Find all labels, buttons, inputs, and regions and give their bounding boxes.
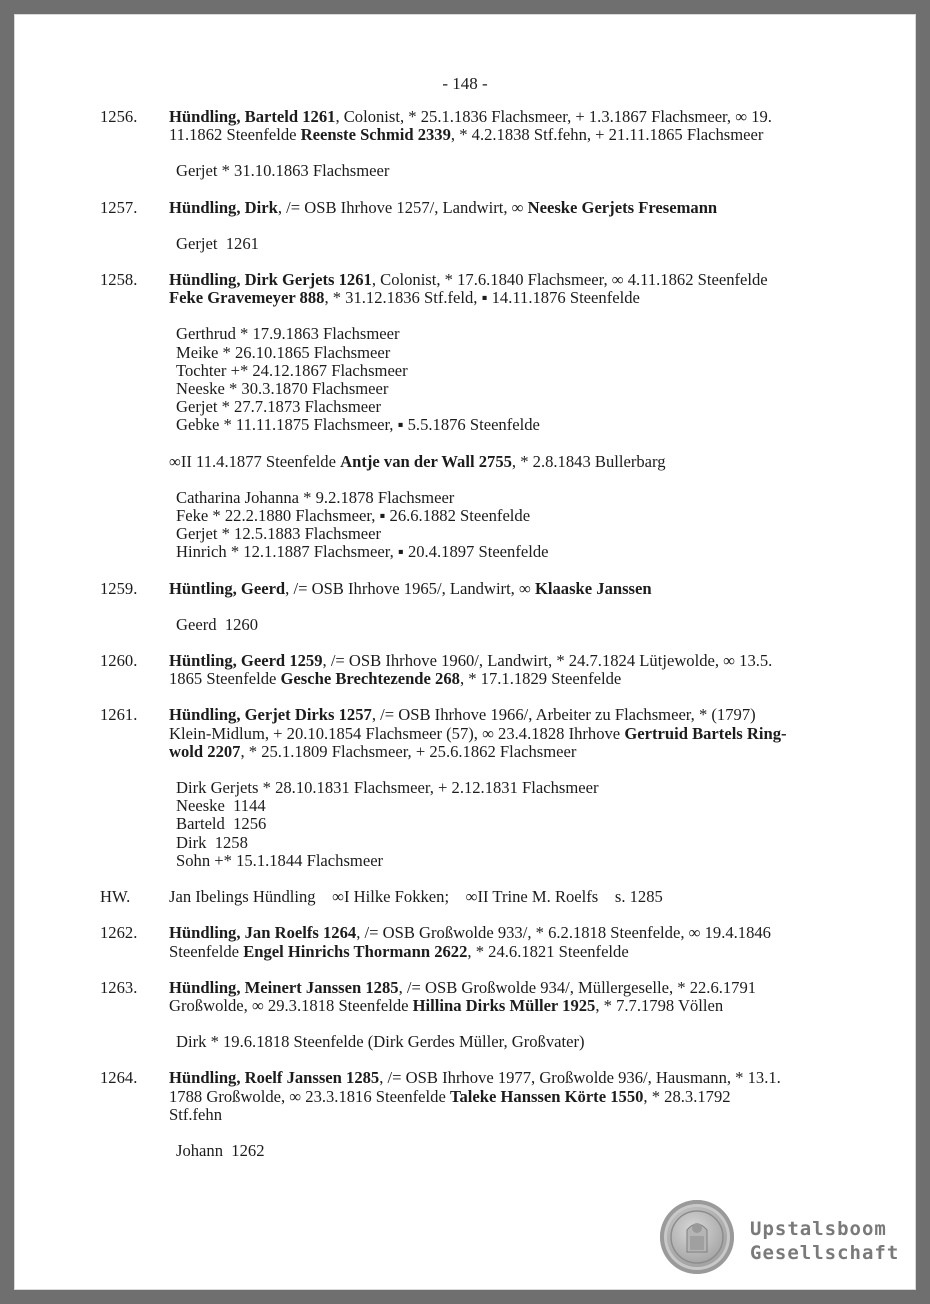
- child-line: Neeske * 30.3.1870 Flachsmeer: [176, 379, 389, 399]
- child-line: Gebke * 11.11.1875 Flachsmeer, ▪ 5.5.1876 Steenfelde: [176, 415, 540, 435]
- entry-1261: [100, 706, 860, 761]
- child-line: Tochter +* 24.12.1867 Flachsmeer: [176, 360, 408, 380]
- entry-1260: [100, 652, 860, 688]
- child-line: Gerjet * 31.10.1863 Flachsmeer: [176, 161, 390, 181]
- child-line: Meike * 26.10.1865 Flachsmeer: [176, 342, 391, 362]
- child-line: Geerd 1260: [176, 614, 259, 634]
- entry-text-line: Großwolde, ∞ 29.3.1818 Steenfelde Hillina Dirks Müller 1925, * 7.7.1798 Völlen: [169, 995, 724, 1015]
- child-line: Dirk * 19.6.1818 Steenfelde (Dirk Gerdes Müller, Großvater): [176, 1032, 585, 1052]
- entry-text-line: Hüntling, Geerd 1259, /= OSB Ihrhove 1960/, Landwirt, * 24.7.1824 Lütjewolde, ∞ 13.5.: [169, 651, 773, 671]
- entry-text-line: Hündling, Barteld 1261, Colonist, * 25.1.1836 Flachsmeer, + 1.3.1867 Flachsmeer, ∞ 19.: [169, 107, 772, 126]
- entry-text-line: Stf.fehn: [169, 1104, 222, 1124]
- seal-icon: [660, 1200, 734, 1274]
- children-1257: [100, 235, 860, 253]
- entry-text-line: Hündling, Meinert Janssen 1285, /= OSB Großwolde 934/, Müllergeselle, * 22.6.1791: [169, 977, 757, 997]
- entry-number: 1257.: [100, 197, 138, 217]
- entry-number: 1262.: [100, 923, 138, 943]
- child-line: Sohn +* 15.1.1844 Flachsmeer: [176, 850, 384, 870]
- child-line: Johann 1262: [176, 1140, 265, 1160]
- entry-number: 1264.: [100, 1068, 138, 1088]
- entry-number: 1258.: [100, 270, 138, 290]
- logo-line-1: Upstalsboom: [750, 1218, 887, 1240]
- child-line: Gerjet * 12.5.1883 Flachsmeer: [176, 524, 382, 544]
- child-line: Dirk Gerjets * 28.10.1831 Flachsmeer, + 2.12.1831 Flachsmeer: [176, 778, 599, 798]
- entry-number: HW.: [100, 887, 131, 907]
- entry-1256: [100, 108, 860, 144]
- entry-text-line: 1788 Großwolde, ∞ 23.3.1816 Steenfelde Taleke Hanssen Körte 1550, * 28.3.1792: [169, 1086, 731, 1106]
- child-line: Hinrich * 12.1.1887 Flachsmeer, ▪ 20.4.1897 Steenfelde: [176, 542, 549, 562]
- children-1256: [100, 162, 860, 180]
- child-line: Barteld 1256: [176, 814, 267, 834]
- children-1261: [100, 779, 860, 870]
- entry-number: 1263.: [100, 977, 138, 997]
- entry-text-line: Hündling, Gerjet Dirks 1257, /= OSB Ihrhove 1966/, Arbeiter zu Flachsmeer, * (1797): [169, 705, 756, 725]
- entry-1263: [100, 979, 860, 1015]
- child-line: Neeske 1144: [176, 796, 266, 816]
- page-number: - 148 -: [442, 74, 488, 93]
- logo-line-2: Gesellschaft: [750, 1242, 900, 1264]
- document-page: [14, 14, 916, 1290]
- entry-number: 1261.: [100, 705, 138, 725]
- entry-text-line: Jan Ibelings Hündling ∞I Hilke Fokken; ∞II Trine M. Roelfs s. 1285: [169, 887, 663, 907]
- entry-1257: [100, 199, 860, 217]
- second-marriage-1258: ∞II 11.4.1877 Steenfelde Antje van der Wall 2755, * 2.8.1843 Bullerbarg: [169, 451, 666, 471]
- child-line: Feke * 22.2.1880 Flachsmeer, ▪ 26.6.1882 Steenfelde: [176, 506, 531, 526]
- children-1264: [100, 1142, 860, 1160]
- entry-text-line: Hüntling, Geerd, /= OSB Ihrhove 1965/, Landwirt, ∞ Klaaske Janssen: [169, 578, 652, 598]
- child-line: Dirk 1258: [176, 832, 248, 852]
- entry-text-line: Hündling, Jan Roelfs 1264, /= OSB Großwolde 933/, * 6.2.1818 Steenfelde, ∞ 19.4.1846: [169, 923, 771, 943]
- entry-1258: [100, 271, 860, 307]
- child-line: Gerthrud * 17.9.1863 Flachsmeer: [176, 324, 400, 344]
- entry-1259: [100, 580, 860, 598]
- child-line: Catharina Johanna * 9.2.1878 Flachsmeer: [176, 487, 455, 507]
- entry-1262: [100, 924, 860, 960]
- entry-text-line: Steenfelde Engel Hinrichs Thormann 2622, * 24.6.1821 Steenfelde: [169, 941, 629, 961]
- entry-text-line: Hündling, Dirk Gerjets 1261, Colonist, * 17.6.1840 Flachsmeer, ∞ 4.11.1862 Steenfelde: [169, 270, 768, 290]
- entry-hw: [100, 888, 860, 906]
- entry-number: 1256.: [100, 107, 138, 126]
- entry-text-line: 11.1862 Steenfelde Reenste Schmid 2339, * 4.2.1838 Stf.fehn, + 21.11.1865 Flachsmeer: [169, 125, 764, 145]
- child-line: Gerjet * 27.7.1873 Flachsmeer: [176, 397, 382, 417]
- society-seal-logo: [660, 1200, 734, 1274]
- children-1263: [100, 1033, 860, 1051]
- entry-1264: [100, 1069, 860, 1124]
- children-1259: [100, 616, 860, 634]
- entry-text-line: Hündling, Dirk, /= OSB Ihrhove 1257/, Landwirt, ∞ Neeske Gerjets Fresemann: [169, 197, 718, 217]
- entry-text-line: wold 2207, * 25.1.1809 Flachsmeer, + 25.6.1862 Flachsmeer: [169, 741, 577, 761]
- child-line: Gerjet 1261: [176, 233, 259, 253]
- entry-text-line: Hündling, Roelf Janssen 1285, /= OSB Ihrhove 1977, Großwolde 936/, Hausmann, * 13.1.: [169, 1068, 781, 1088]
- children-1258: [100, 325, 860, 434]
- entry-text-line: 1865 Steenfelde Gesche Brechtezende 268, * 17.1.1829 Steenfelde: [169, 669, 622, 689]
- children-1258-second: [100, 489, 860, 562]
- entry-number: 1259.: [100, 578, 138, 598]
- entry-number: 1260.: [100, 651, 138, 671]
- entry-text-line: Klein-Midlum, + 20.10.1854 Flachsmeer (57), ∞ 23.4.1828 Ihrhove Gertruid Bartels Ring-: [169, 723, 787, 743]
- genealogy-content: [100, 108, 860, 1160]
- society-logo-text: [750, 1217, 899, 1265]
- entry-text-line: Feke Gravemeyer 888, * 31.12.1836 Stf.feld, ▪ 14.11.1876 Steenfelde: [169, 288, 640, 308]
